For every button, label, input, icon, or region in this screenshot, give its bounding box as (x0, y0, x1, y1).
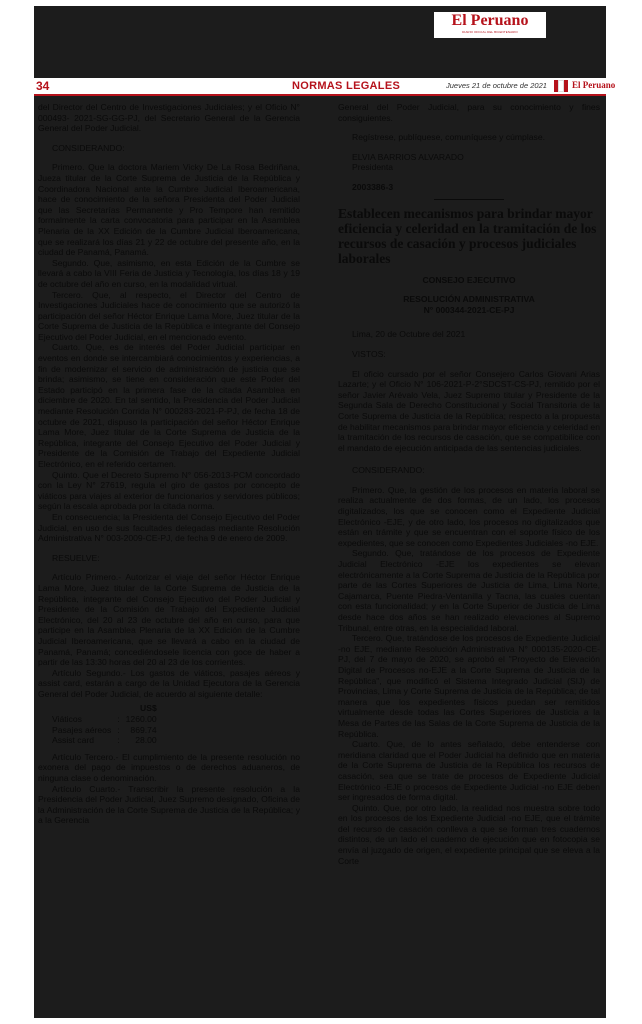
expense-separator: : (117, 714, 120, 725)
considerando-heading: CONSIDERANDO: (52, 142, 125, 153)
paragraph: Artículo Tercero.- El cumplimiento de la presente resolución no exonera del pago de impuestos o de derechos aduaneros, de ninguna clase o denominación. (38, 751, 300, 784)
resolution-title: Establecen mecanismos para brindar mayor eficiencia y celeridad en la tramitación de los recursos de casación y procesos judiciales laborales (338, 205, 597, 266)
place-date: Lima, 20 de Octubre del 2021 (352, 329, 466, 340)
paragraph: del Director del Centro de Investigaciones Judiciales; y el Oficio N° 000493- 2021-SG-GG-PJ, del Secretario General de la Gerencia General del Poder Judicial. (38, 102, 300, 134)
paragraph: Quinto. Que el Decreto Supremo N° 056-2013-PCM concordado con la Ley N° 27619, regula el giro de gastos por concepto de viáticos para viajes al exterior de funcionarios y servidores públicos; según la escala aprobada por la citada norma. (38, 469, 300, 512)
masthead-tagline: DIARIO OFICIAL DEL BICENTENARIO (462, 30, 518, 34)
paragraph: Segundo. Que, tratándose de los procesos de Expediente Judicial Electrónico -EJE los expedientes se elevan electrónicamente a la Corte Suprema de Justicia de la República por parte de las Cortes Superiores de Justicia de Lima, Lima Norte, Cajamarca, Puente Piedra-Ventanilla y Tacna, las cuales cuentan con esta funcionalidad; y en la Corte Superior de Justicia de Lima desde hace dos años se han realizado elevaciones al Supremo Tribunal, entre otras, en la especialidad laboral. (338, 548, 600, 633)
paragraph: Tercero. Que, tratándose de los procesos de Expediente Judicial -no EJE, mediante Resolución Administrativa N° 000135-2020-CE-PJ, del 7 de mayo de 2020, se aprobó el "Proyecto de Elevación Digital de Procesos no-EJE a la Corte Suprema de Justicia de la República", que modificó el Sistema Integrado Judicial (SIJ) de Provincias, Lima y Corte Suprema de Justicia de la República; de tal manera que los expedientes físicos puedan ser remitidos virtualmente desde todas las Cortes Superiores de Justicia a la Mesa de Partes de las Salas de la Corte Suprema de Justicia de la República. (338, 633, 600, 739)
resolution-type: RESOLUCIÓN ADMINISTRATIVA (403, 294, 535, 305)
issuing-body: CONSEJO EJECUTIVO (422, 274, 516, 285)
paragraph: Artículo Primero.- Autorizar el viaje del señor Héctor Enrique Lama More, Juez titular de la Corte Suprema de Justicia de la República, integrante del Consejo Ejecutivo del Poder Judicial y Presidente de la Comisión de Trabajo del Expediente Judicial Electrónico, del 20 al 23 de octubre del año en curso, para que participe en la Asamblea Plenaria de la XX Edición de la Cumbre Judicial Iberoamericana, que se llevará a cabo en la ciudad de Panamá, Panamá; concediéndosele licencia con goce de haber a partir de las 13:30 horas del 20 al 23 de los corrientes. (38, 572, 300, 668)
vistos-heading: VISTOS: (352, 348, 386, 359)
page-header (34, 78, 616, 96)
paragraph: Artículo Segundo.- Los gastos de viáticos, pasajes aéreos y assist card, estarán a cargo de la Unidad Ejecutora de la Gerencia General del Poder Judicial, de acuerdo al siguiente detalle: (38, 667, 300, 699)
paragraph: Primero. Que, la gestión de los procesos en materia laboral se realiza actualmente de dos formas, de un lado, los procesos digitalizados, los que se conocen como el Expediente Judicial Electrónico -EJE, y de otro lado, los procesos no digitalizados que están en trámite y que se encuentran con el soporte físico de los expedientes, que se conocen como Expedientes Judiciales -no EJE. (338, 484, 600, 548)
paragraph: Cuarto. Que, de lo antes señalado, debe entenderse con meridiana claridad que el Poder Judicial ha definido que en materia de la Corte Suprema de Justicia de la República los recursos de casación, sea que se trate de procesos de Expediente Judicial Electrónico -EJE o procesos de Expediente Judicial -no EJE deben ser ingresados de forma digital. (338, 739, 600, 803)
expenses-table (52, 703, 163, 745)
paragraph: En consecuencia; la Presidenta del Consejo Ejecutivo del Poder Judicial, en uso de sus facultades delegadas mediante Resolución Administrativa N° 003-2009-CE-PJ, de fecha 9 de enero de 2009. (38, 511, 300, 544)
expense-separator: : (117, 724, 120, 735)
section-title: NORMAS LEGALES (292, 80, 401, 92)
expense-label: Viáticos (52, 714, 82, 725)
resuelve-heading: RESUELVE: (52, 552, 100, 563)
masthead-title: El Peruano (451, 12, 529, 29)
paragraph: Artículo Cuarto.- Transcribir la presente resolución a la Presidencia del Poder Judicial, Juez Supremo designado, Oficina de la Administración de la Corte Suprema de Justicia de la República; y a la Gerencia (38, 783, 300, 826)
expense-label: Assist card (52, 735, 95, 746)
paragraph: Regístrese, publíquese, comuníquese y cúmplase. (352, 132, 545, 143)
peru-coat-of-arms-icon (554, 80, 568, 92)
paragraph: General del Poder Judicial, para su conocimiento y fines consiguientes. (338, 102, 600, 123)
paragraph: Primero. Que la doctora Mariem Vicky De La Rosa Bedriñana, Jueza titular de la Corte Suprema de Justicia de la República y Coordinadora Nacional ante la Cumbre Judicial Iberoamericana, hace de conocimiento de la señora Presidenta del Poder Judicial que las Secretarías Permanente y Pro Tempore han remitido formalmente la carta convocatoria para participar en la Asamblea Plenaria de la XX Edición de la Cumbre Judicial Iberoamericana, que se realizará los días 21 y 22 de octubre del presente año, en la ciudad de Panamá, Panamá. (38, 162, 300, 258)
expense-value: 869.74 (130, 724, 157, 735)
expense-value: 1260.00 (125, 714, 157, 725)
signer-title: Presidenta (352, 162, 394, 173)
expense-value: 28.00 (135, 735, 157, 746)
paragraph: El oficio cursado por el señor Consejero Carlos Giovani Arias Lazarte; y el Oficio N° 106-2021-P-2°SDCST-CS-PJ, remitido por el señor Javier Arévalo Vela, Juez Supremo titular y Presidente de la Segunda Sala de Derecho Constitucional y Social Transitoria de la Corte Suprema de Justicia de la República; respecto a la propuesta de habilitar mecanismos para brindar mayor eficiencia y celeridad en la tramitación de los recursos de casación, que se compatibilice con el mandato de ejecución anticipada de las sentencias judiciales. (338, 368, 600, 453)
paragraph: Segundo. Que, asimismo, en esta Edición de la Cumbre se llevará a cabo la VIII Feria de Justicia y Tecnología, los días 18 y 19 de octubre del año en curso, en la modalidad virtual. (38, 257, 300, 289)
signer-name: ELVIA BARRIOS ALVARADO (352, 151, 464, 162)
left-column (38, 102, 300, 1016)
currency-label: US$ (140, 703, 157, 714)
expense-label: Pasajes aéreos (52, 724, 112, 735)
page-number: 34 (36, 79, 50, 93)
resolution-number: N° 000344-2021-CE-PJ (423, 304, 515, 315)
paragraph: Cuarto. Que, es de interés del Poder Judicial participar en eventos en donde se intercambiará conocimientos y experiencias, a fin de modernizar el servicio de administración de justicia que se brinda; asimismo, se tiene en consideración que este Poder del Estado participó en la primera fase de la citada Asamblea en diciembre de 2020. En tal sentido, la Presidencia del Poder Judicial mediante Resolución Corrida N° 000283-2021-P-PJ, de fecha 18 de octubre de 2021, dispuso la participación del señor Héctor Enrique Lama More, Juez titular de la Corte Suprema de Justicia de la República, integrante del Consejo Ejecutivo del Poder Judicial y Presidente de la Comisión de Trabajo del Expediente Judicial Electrónico, en el referido certamen. (38, 342, 300, 469)
masthead-logo (434, 12, 546, 38)
divider (434, 199, 504, 200)
header-date: Jueves 21 de octubre de 2021 (446, 81, 547, 90)
right-column (338, 102, 600, 1016)
paragraph: Quinto. Que, por otro lado, la realidad nos muestra sobre todo en los procesos de los Expediente Judicial -no EJE, que el trámite del recurso de casación conlleva a que se forman tres cuadernos distintos, de un lado el cuaderno de ejecución que en fotocopia se envía al juzgado de origen, el expediente principal que se eleva a la Corte (338, 802, 600, 866)
considerando-heading: CONSIDERANDO: (352, 465, 425, 476)
header-brand: El Peruano (572, 80, 616, 90)
publication-code: 2003386-3 (352, 181, 394, 192)
table-row (52, 735, 163, 746)
table-row (52, 725, 163, 736)
table-row (52, 714, 163, 725)
paragraph: Tercero. Que, al respecto, el Director del Centro de Investigaciones Judiciales hace de conocimiento que se autorizó la participación del señor Héctor Enrique Lama More, Juez titular de la Corte Suprema de Justicia de la República e integrante del Consejo Ejecutivo del Poder Judicial, en el mencionado evento. (38, 289, 300, 342)
expense-separator: : (117, 735, 120, 746)
